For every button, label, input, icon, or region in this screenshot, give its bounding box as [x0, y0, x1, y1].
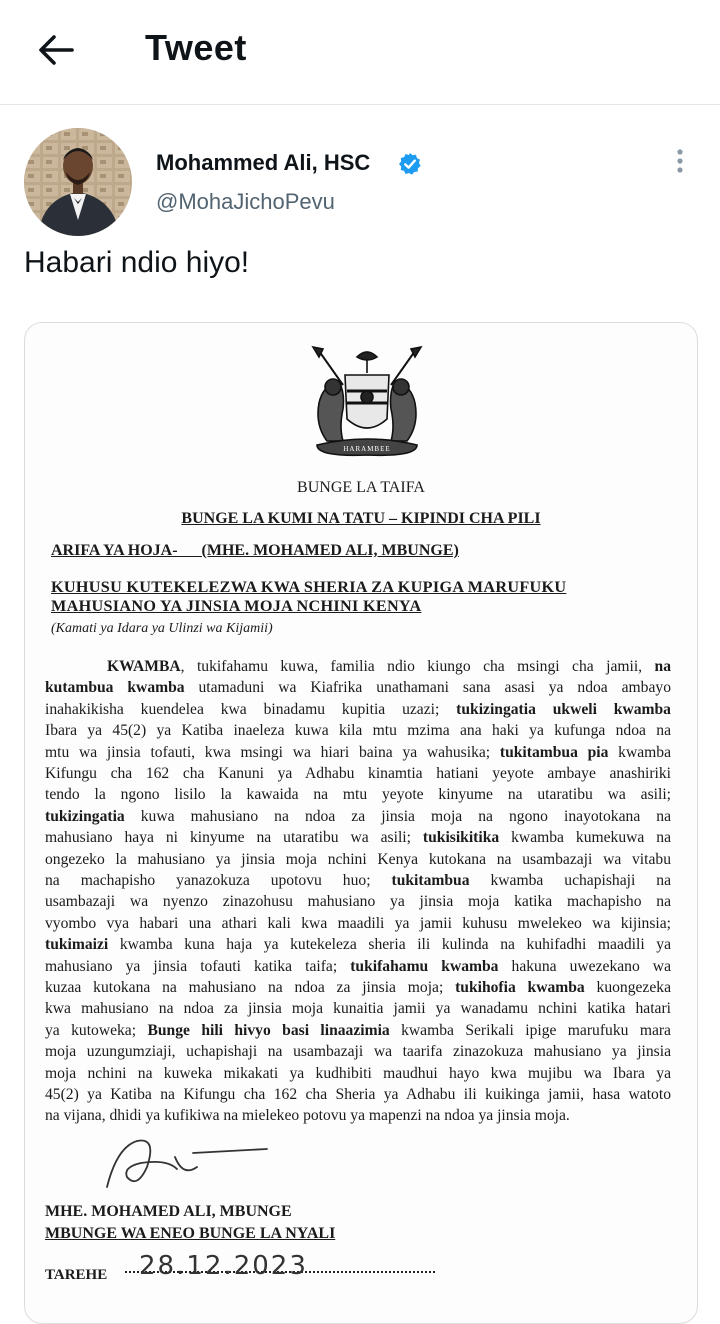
bold-text: kutambua kwamba	[45, 679, 185, 697]
motion-body-line	[107, 657, 671, 676]
text: utamaduni wa Kiafrika unathamani sana asasi ya ndoa ambayo	[184, 679, 671, 697]
bold-text: tukitambua pia	[499, 743, 609, 761]
motion-body-line	[45, 914, 671, 933]
page-title: Tweet	[145, 27, 247, 68]
motion-body-line	[45, 828, 671, 847]
bold-text: tukizingatia	[45, 807, 125, 825]
signatory-title: MBUNGE WA ENEO BUNGE LA NYALI	[45, 1225, 336, 1242]
text: na vijana, dhidi ya kufikiwa na mielekeo potovu ya mapenzi na ndoa ya jinsia moja.	[45, 1107, 570, 1125]
text: kuwa mahusiano na ndoa za jinsia moja na ngono inayotokana na	[124, 807, 671, 825]
bold-text: tukizingatia ukweli kwamba	[456, 700, 671, 718]
motion-body-line	[45, 1021, 671, 1040]
subject-line-2: MAHUSIANO YA JINSIA MOJA NCHINI KENYA	[51, 597, 422, 615]
motion-body-line	[45, 764, 671, 783]
tweet-text: Habari ndio hiyo!	[24, 246, 250, 279]
text: moja nchini na kuweka mikakati ya kudhibiti maudhui hayo kwa mujibu wa Ibara ya	[45, 1064, 671, 1082]
date-label: TAREHE	[45, 1267, 108, 1283]
bold-text: tukimaizi	[45, 936, 109, 954]
motion-body-line	[45, 1064, 671, 1083]
text: Ibara ya 45(2) ya Katiba inaeleza kuwa kila mtu mzima ana haki ya kufunga ndoa na	[45, 722, 671, 740]
bold-text: tukitambua	[391, 872, 470, 889]
institution-heading: BUNGE LA TAIFA	[297, 479, 425, 496]
text: moja uzungumziaji, uchapishaji na usambazaji wa taarifa zinazokuza mahusiano ya jinsia	[45, 1043, 671, 1061]
more-options-icon[interactable]	[668, 146, 692, 176]
motion-body-line	[45, 871, 671, 890]
user-handle[interactable]: @MohaJichoPevu	[156, 189, 335, 214]
motion-body-line	[45, 700, 671, 719]
bold-text: tukisikitika	[422, 829, 500, 847]
avatar[interactable]	[24, 128, 132, 236]
text: na machapisho yanazokuza upotovu huo;	[45, 872, 392, 889]
motion-body-line	[45, 935, 671, 954]
motion-body-line	[45, 807, 671, 826]
text: usambazaji wa nyenzo zinazohusu mahusiano ya jinsia moja katika machapisho na	[45, 893, 671, 911]
text: kwamba Serikali ipige marufuku mara	[389, 1021, 671, 1039]
subject-line-1: KUHUSU KUTEKELEZWA KWA SHERIA ZA KUPIGA MARUFUKU	[51, 578, 567, 596]
bold-text: na	[654, 658, 671, 675]
tweet-media-image[interactable]	[24, 322, 698, 1324]
text: hakuna uwezekano wa	[498, 957, 671, 975]
motion-body-line	[45, 1085, 671, 1104]
motion-body-line	[45, 1042, 671, 1061]
text: 45(2) ya Katiba na Kifungu cha 162 cha Sheria ya Adhabu ili kuikinga jamii, hasa watoto	[45, 1086, 671, 1103]
motion-body-line	[45, 785, 671, 804]
user-name[interactable]: Mohammed Ali, HSC	[156, 150, 371, 175]
bold-text: tukihofia kwamba	[455, 979, 585, 996]
date-value: 28.12.2023	[139, 1251, 308, 1281]
signatory-name: MHE. MOHAMED ALI, MBUNGE	[45, 1203, 292, 1220]
motion-body-line	[45, 678, 671, 697]
text: inahakikisha kuendelea kwa binadamu kupitia uzazi;	[45, 700, 457, 718]
verified-badge-icon	[398, 152, 422, 176]
motion-body-line	[45, 850, 671, 869]
text: kwamba kuna haja ya kutekeleza sheria ili kulinda na kuhifadhi maadili ya	[108, 936, 671, 954]
bold-text: Bunge hili hivyo basi linaazimia	[147, 1021, 390, 1039]
text: , tukifahamu kuwa, familia ndio kiungo cha msingi cha jamii,	[180, 658, 655, 675]
motion-body-line	[45, 721, 671, 740]
text: mahusiano ya jinsia tofauti katika taifa;	[45, 957, 351, 975]
text: kwamba	[608, 743, 672, 761]
text: kuongezeka	[584, 979, 671, 996]
motion-body-line	[45, 978, 671, 997]
motion-body-line	[45, 892, 671, 911]
text: kwamba kumekuwa na	[499, 829, 671, 847]
text: mtu wa jinsia tofauti, kwa msingi wa hiari baina ya wahusika;	[45, 743, 500, 761]
notice-heading: ARIFA YA HOJA- (MHE. MOHAMED ALI, MBUNGE)	[51, 542, 459, 559]
svg-text:HARAMBEE: HARAMBEE	[343, 445, 391, 453]
text: kuzaa kutokana na mahusiano na ndoa za jinsia moja;	[45, 979, 456, 996]
text: kwamba uchapishaji na	[469, 872, 672, 889]
text: Kifungu cha 162 cha Kanuni ya Adhabu kinamtia hatiani yeyote ambaye anashiriki	[45, 765, 671, 782]
text: vyombo vya habari una athari kali kwa maadili ya jamii kuhusu mwelekeo wa kijinsia;	[45, 914, 671, 932]
motion-body-line	[45, 957, 671, 976]
bold-text: KWAMBA	[107, 658, 181, 675]
bold-text: tukifahamu kwamba	[350, 957, 499, 975]
text: ya kutoweka;	[45, 1021, 148, 1039]
coat-of-arms-emblem	[287, 345, 447, 465]
motion-body-line	[45, 743, 671, 762]
motion-body-line	[45, 999, 671, 1018]
top-bar	[0, 0, 720, 105]
session-heading: BUNGE LA KUMI NA TATU – KIPINDI CHA PILI	[181, 510, 541, 527]
document	[25, 323, 697, 1323]
text: tendo la ngono lisilo la kawaida na mtu yeyote kinyume na utaratibu wa asili;	[45, 786, 671, 804]
text: kwa mahusiano na ndoa za jinsia moja kunaitia jamii ya wanadamu nchini katika hatari	[45, 1000, 671, 1018]
signature	[97, 1127, 287, 1197]
committee-line: (Kamati ya Idara ya Ulinzi wa Kijamii)	[51, 621, 273, 636]
text: ongezeko la mahusiano ya jinsia moja nchini Kenya kutokana na usambazaji wa vitabu	[45, 850, 671, 868]
text: mahusiano haya ni kinyume na utaratibu wa asili;	[45, 829, 423, 847]
back-arrow-icon[interactable]	[36, 30, 76, 70]
motion-body-line	[45, 1106, 671, 1125]
